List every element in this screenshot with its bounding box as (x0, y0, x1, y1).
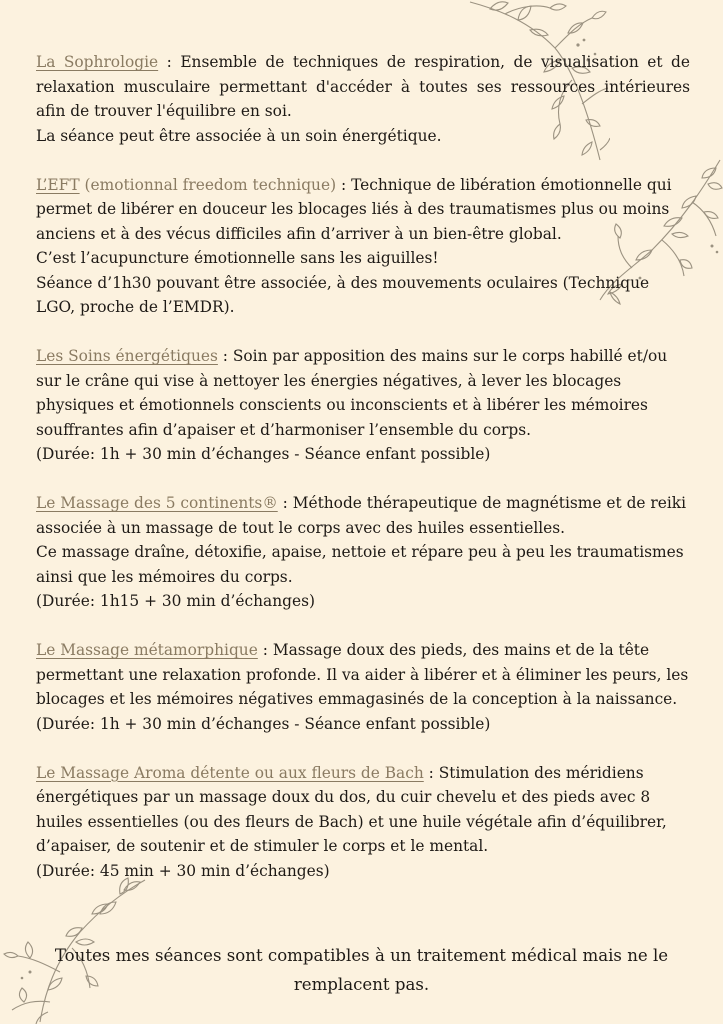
section-eft (36, 173, 690, 320)
section-title: Le Massage des 5 continents® (36, 494, 278, 512)
section-text: Massage doux des pieds, des mains et de la tête permettant une relaxation profonde. Il va aider à libérer et à éliminer les peurs, les blocages et les mémoires négatives emmagasinés de la conception à la naissance. (36, 641, 689, 708)
separator: : (336, 175, 352, 194)
separator: : (277, 494, 293, 512)
section-title: Le Massage Aroma détente ou aux fleurs de Bach (36, 763, 424, 782)
section-paragraph (36, 173, 690, 247)
services-list (36, 50, 690, 908)
section-text: La séance peut être associée à un soin énergétique. (36, 126, 442, 145)
section-text: Ce massage draîne, détoxifie, apaise, nettoie et répare peu à peu les traumatismes ainsi que les mémoires du corps. (36, 543, 684, 586)
section-text: C’est l’acupuncture émotionnelle sans les aiguilles! (36, 249, 439, 267)
section-text: Technique de libération émotionnelle qui permet de libérer en douceur les blocages liés à des traumatismes plus ou moins anciens et à des vécus difficiles afin d’arriver à un bien-être global. (36, 175, 672, 243)
section-title: La Sophrologie (36, 53, 159, 71)
section-duration: (Durée: 1h + 30 min d’échanges - Séance enfant possible) (36, 445, 491, 463)
section-paragraph (36, 638, 690, 712)
section-subtitle: (emotionnal freedom technique) (79, 175, 337, 194)
section-text: Séance d’1h30 pouvant être associée, à des mouvements oculaires (Technique LGO, proche de l’EMDR). (36, 273, 650, 316)
section-paragraph (36, 761, 690, 859)
section-title: Les Soins énergétiques (36, 347, 218, 365)
section-massage-aroma (36, 761, 690, 884)
section-title: Le Massage métamorphique (36, 641, 258, 659)
separator: : (217, 347, 233, 365)
separator: : (158, 53, 181, 71)
section-text: Méthode thérapeutique de magnétisme et de reiki associée à un massage de tout le corps avec des huiles essentielles. (36, 494, 687, 537)
section-sophrologie (36, 50, 690, 148)
section-massage-5-continents (36, 491, 690, 614)
section-text: Stimulation des méridiens énergétiques par un massage doux du dos, du cuir chevelu et des pieds avec 8 huiles essentielles (ou des fleurs de Bach) et une huile végétale afin d’équilibrer, d’apaiser, de soutenir et de stimuler le corps et le mental. (36, 763, 667, 855)
footer-disclaimer: Toutes mes séances sont compatibles à un traitement médical mais ne le remplacent pas. (54, 946, 669, 994)
separator: : (257, 641, 273, 659)
section-soins-energetiques (36, 344, 690, 467)
section-duration: (Durée: 1h15 + 30 min d’échanges) (36, 592, 316, 610)
section-duration: (Durée: 45 min + 30 min d’échanges) (36, 861, 330, 880)
section-text: Soin par apposition des mains sur le corps habillé et/ou sur le crâne qui vise à nettoyer les énergies négatives, à lever les blocages physiques et émotionnels conscients ou inconscients et à libérer les mémoires souffrantes afin d’apaiser et d’harmoniser l’ensemble du corps. (36, 347, 668, 439)
separator: : (423, 763, 439, 782)
section-title: L’EFT (36, 175, 80, 194)
section-paragraph (36, 344, 690, 442)
section-duration: (Durée: 1h + 30 min d’échanges - Séance enfant possible) (36, 714, 491, 733)
section-paragraph (36, 50, 690, 124)
section-paragraph (36, 491, 690, 540)
section-text: Ensemble de techniques de respiration, de visualisation et de relaxation musculaire permettant d'accéder à toutes ses ressources intérieures afin de trouver l'équilibre en soi. (36, 53, 690, 120)
section-massage-metamorphique (36, 638, 690, 736)
